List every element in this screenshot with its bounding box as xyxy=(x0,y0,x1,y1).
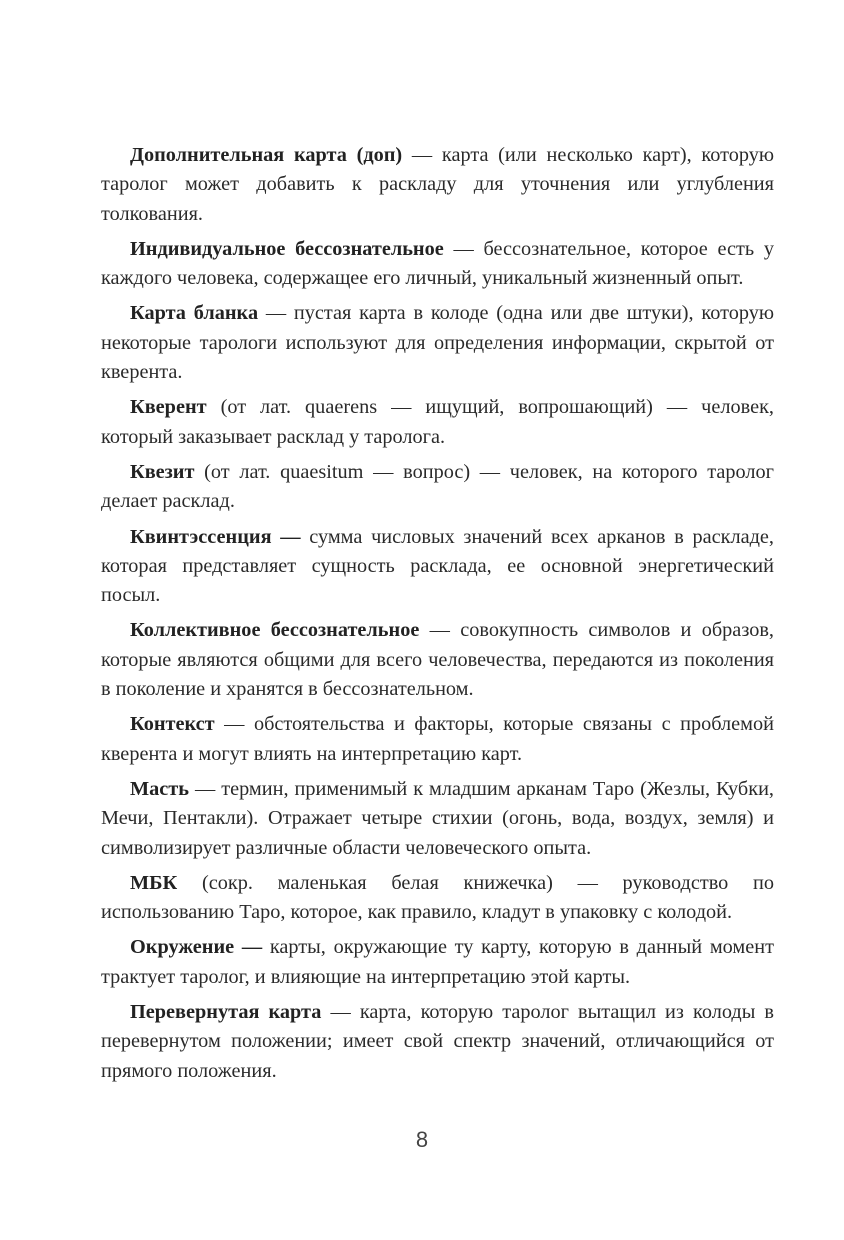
glossary-entry xyxy=(101,141,774,229)
glossary-definition: (от лат. quaesitum — вопрос) — человек, на которого таролог делает расклад. xyxy=(101,460,774,513)
glossary-term: Дополнительная карта (доп) xyxy=(130,144,403,166)
glossary-entry xyxy=(101,393,774,452)
glossary-entry xyxy=(101,933,774,992)
glossary-definition: — пустая карта в колоде (одна или две штуки), которую некоторые тарологи используют для определения информации, скрытой от кверента. xyxy=(101,302,774,384)
glossary-definition: (от лат. quaerens — ищущий, вопрошающий) — человек, который заказывает расклад у таролога. xyxy=(101,396,774,448)
glossary-text xyxy=(101,141,774,1092)
glossary-definition: — термин, применимый к младшим арканам Таро (Жезлы, Кубки, Мечи, Пентакли). Отражает четыре стихии (огонь, вода, воздух, земля) и символизирует различные области человеческого опыта. xyxy=(101,777,774,859)
glossary-term: Контекст xyxy=(130,713,215,736)
glossary-entry xyxy=(101,710,774,769)
glossary-entry xyxy=(101,616,774,704)
glossary-definition: — карта, которую таролог вытащил из колоды в перевернутом положении; имеет свой спектр значений, отличающийся от прямого положения. xyxy=(101,1001,774,1082)
glossary-term: Карта бланка xyxy=(130,302,259,325)
glossary-entry xyxy=(101,869,774,928)
glossary-term: Коллективное бессознательное xyxy=(130,619,420,642)
glossary-term: Перевернутая карта xyxy=(130,1001,322,1024)
glossary-term: Масть xyxy=(130,777,189,800)
glossary-definition: — карта (или несколько карт), которую таролог может добавить к раскладу для уточнения или углубления толкования. xyxy=(101,144,774,225)
glossary-term: Квезит xyxy=(130,460,195,483)
glossary-definition: сумма числовых значений всех арканов в раскладе, которая представляет сущность расклада, ее основной энергетический посыл. xyxy=(101,525,774,607)
glossary-entry xyxy=(101,235,774,294)
page-number: 8 xyxy=(415,1127,429,1152)
glossary-term: Окружение — xyxy=(130,936,263,959)
glossary-definition: — обстоятельства и факторы, которые связаны с проблемой кверента и могут влиять на интерпретацию карт. xyxy=(101,713,774,765)
glossary-term: Квинтэссенция — xyxy=(130,525,301,548)
glossary-term: Индивидуальное бессознательное xyxy=(130,237,444,260)
glossary-term: Кверент xyxy=(130,396,207,419)
glossary-definition: — бессознательное, которое есть у каждого человека, содержащее его личный, уникальный жизненный опыт. xyxy=(101,237,774,290)
glossary-entry xyxy=(101,458,774,517)
glossary-entry xyxy=(101,998,774,1086)
glossary-definition: (сокр. маленькая белая книжечка) — руководство по использованию Таро, которое, как правило, кладут в упаковку с колодой. xyxy=(101,871,774,924)
glossary-entry xyxy=(101,523,774,611)
glossary-definition: карты, окружающие ту карту, которую в данный момент трактует таролог, и влияющие на интерпретацию этой карты. xyxy=(101,936,774,988)
glossary-definition: — совокупность символов и образов, которые являются общими для всего человечества, передаются из поколения в поколение и хранятся в бессознательном. xyxy=(101,619,774,701)
glossary-term: МБК xyxy=(130,871,178,894)
glossary-entry xyxy=(101,775,774,863)
glossary-entry xyxy=(101,299,774,387)
